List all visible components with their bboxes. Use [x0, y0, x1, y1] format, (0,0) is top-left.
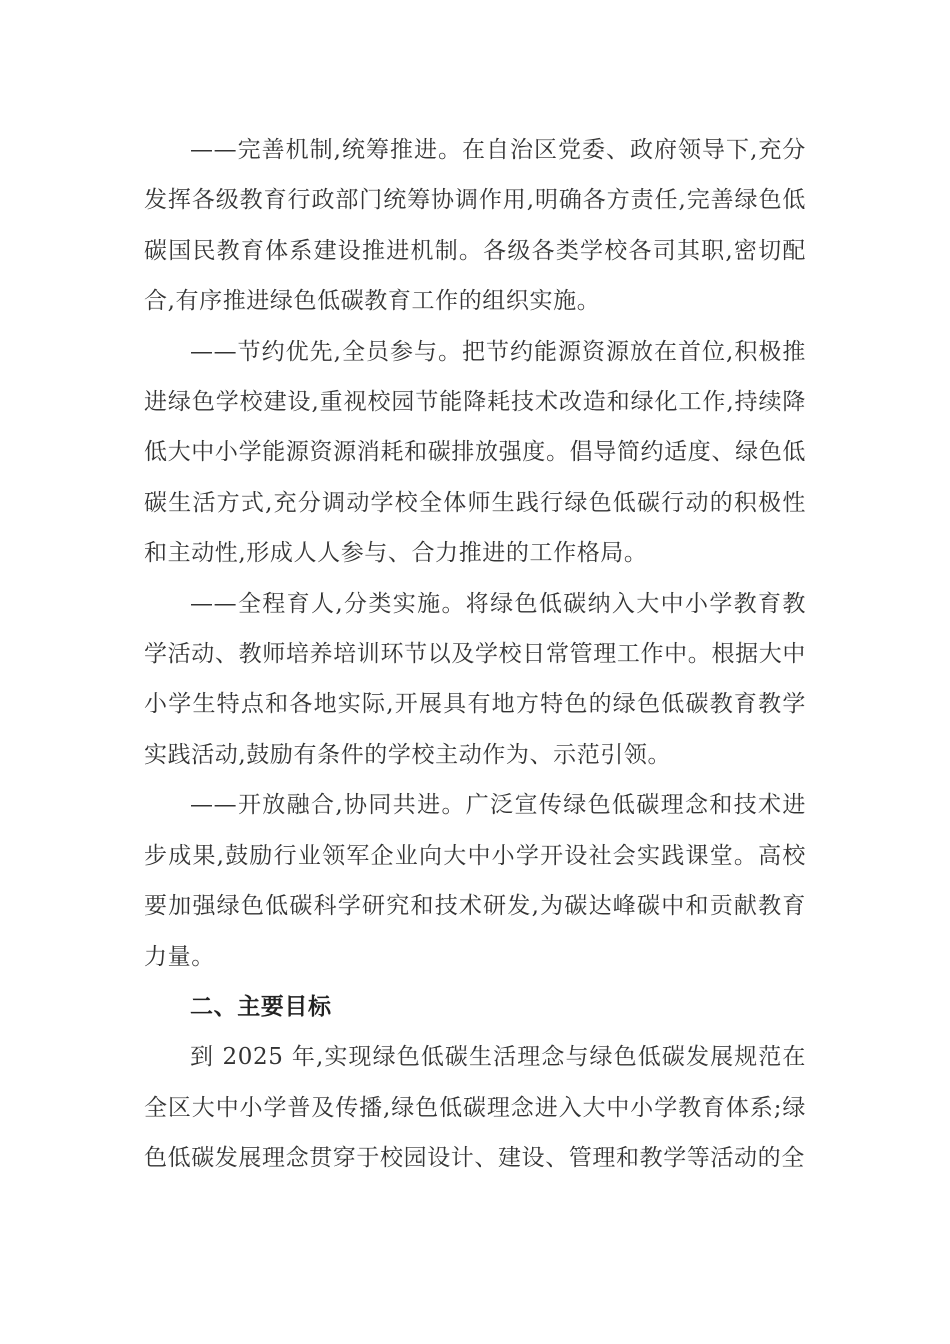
principle-paragraph-4: ——开放融合,协同共进。广泛宣传绿色低碳理念和技术进步成果,鼓励行业领军企业向大中小学开设社会实践课堂。高校要加强绿色低碳科学研究和技术研发,为碳达峰碳中和贡献教育力量。	[144, 792, 806, 970]
section-heading: 二、主要目标	[190, 993, 332, 1020]
goal-paragraph: 到 2025 年,实现绿色低碳生活理念与绿色低碳发展规范在全区大中小学普及传播,绿色低碳理念进入大中小学教育体系;绿色低碳发展理念贯穿于校园设计、建设、管理和教学等活动的全	[144, 1044, 806, 1172]
document-page	[144, 125, 806, 1184]
principle-paragraph-2: ——节约优先,全员参与。把节约能源资源放在首位,积极推进绿色学校建设,重视校园节能降耗技术改造和绿化工作,持续降低大中小学能源资源消耗和碳排放强度。倡导简约适度、绿色低碳生活方式,充分调动学校全体师生践行绿色低碳行动的积极性和主动性,形成人人参与、合力推进的工作格局。	[144, 338, 806, 567]
principle-paragraph-1: ——完善机制,统筹推进。在自治区党委、政府领导下,充分发挥各级教育行政部门统筹协调作用,明确各方责任,完善绿色低碳国民教育体系建设推进机制。各级各类学校各司其职,密切配合,有序推进绿色低碳教育工作的组织实施。	[144, 137, 806, 315]
principle-paragraph-3: ——全程育人,分类实施。将绿色低碳纳入大中小学教育教学活动、教师培养培训环节以及学校日常管理工作中。根据大中小学生特点和各地实际,开展具有地方特色的绿色低碳教育教学实践活动,鼓励有条件的学校主动作为、示范引领。	[144, 590, 806, 768]
